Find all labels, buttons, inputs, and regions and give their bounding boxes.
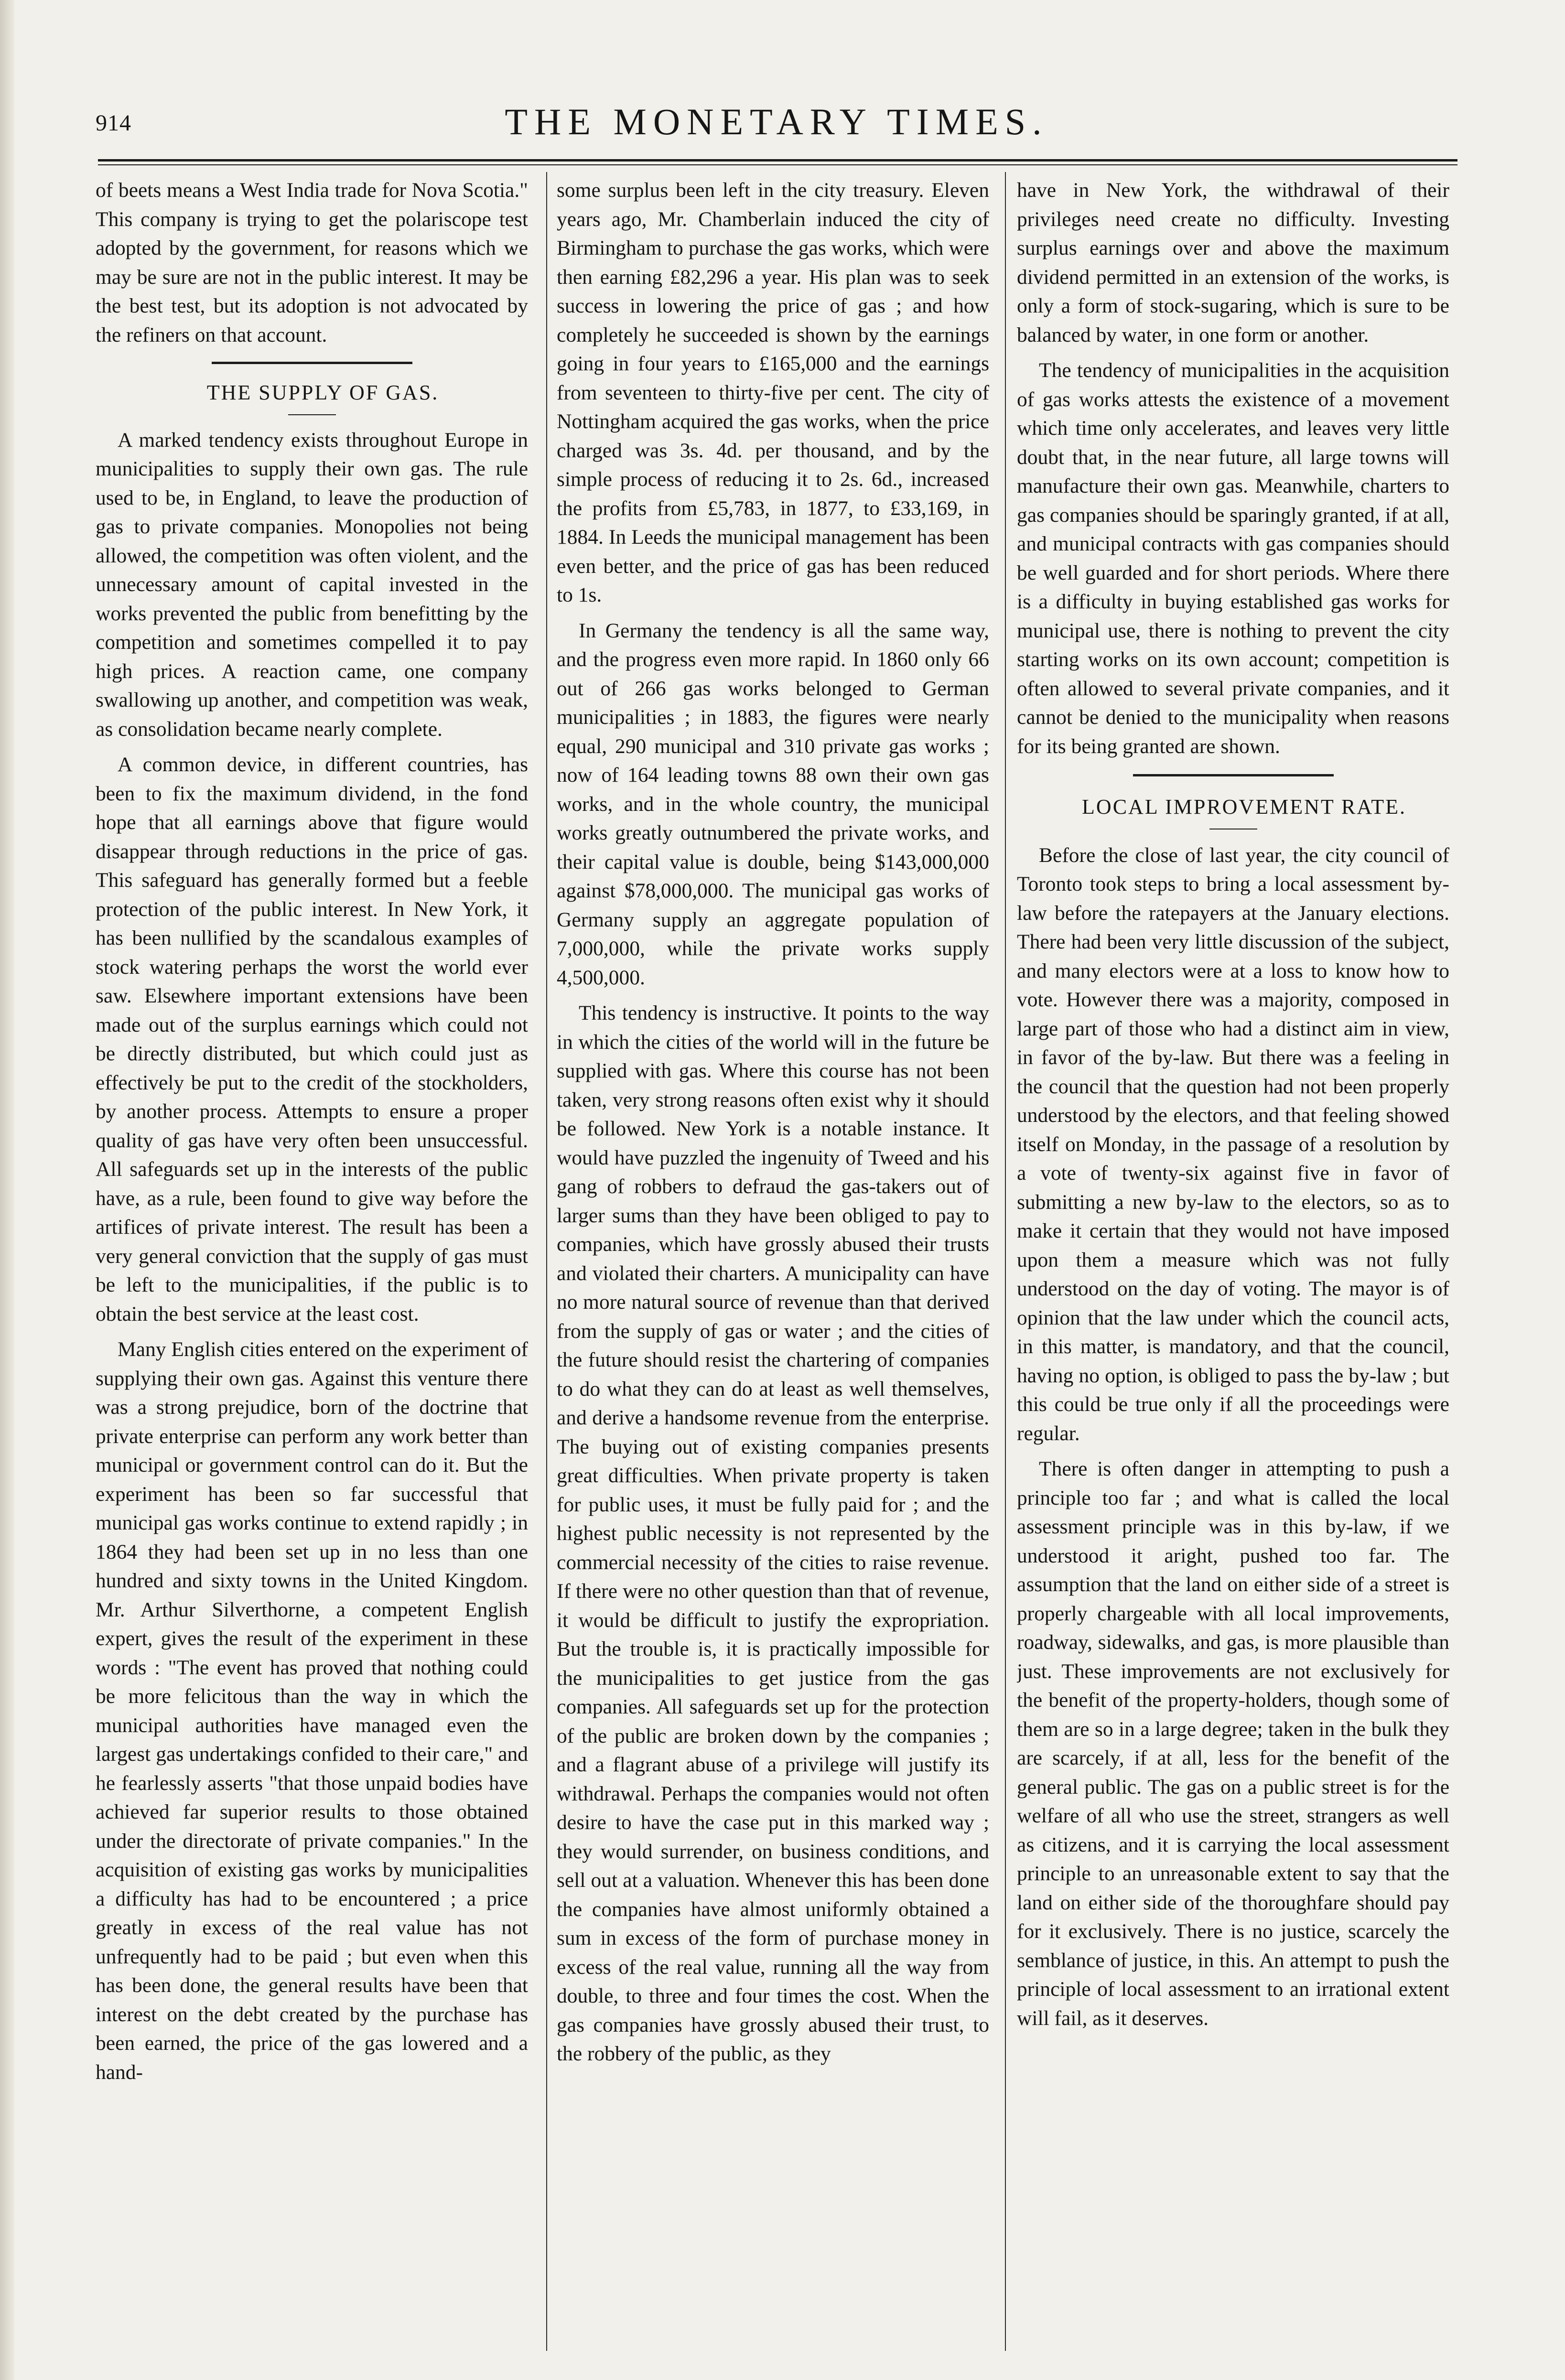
header-rule-thick [98, 159, 1457, 162]
paragraph: A marked tendency exists throughout Europe in municipalities to supply their own gas. The rule used to be, in England, to leave the production of gas to private companies. Monopolies not being allowed, the competition was often violent, and the unnecessary amount of capital invested in the works prevented the public from benefitting by the competition and sometimes compelled it to pay high prices. A reaction came, one company swallowing up another, and competition was weak, as consolidation became nearly complete. [96, 428, 528, 741]
page-number: 914 [96, 110, 131, 136]
heading-underline [288, 414, 336, 415]
section-divider [212, 362, 412, 364]
paragraph-continued: have in New York, the withdrawal of their privileges need create no difficulty. Investing surplus earnings over and above the maximum dividend permitted in an extension of the works, is only a form of stock-sugaring, which is sure to be balanced by water, in one form or another. [1017, 179, 1449, 346]
header-rule-thin [98, 164, 1457, 165]
paragraph: There is often danger in attempting to push a principle too far ; and what is called the local assessment principle was in this by-law, if we understood it aright, pushed too far. The assumption that the land on either side of a street is properly chargeable with all local improvements, roadway, sidewalks, and gas, is more plausible than just. These improvements are not exclusively for the benefit of the property-holders, though some of them are so in a large degree; taken in the bulk they are scarcely, if at all, less for the benefit of the general public. The gas on a public street is for the welfare of all who use the street, strangers as well as citizens, and it is carrying the local assessment principle to an unreasonable extent to say that the land on either side of the thoroughfare should pay for it exclusively. There is no justice, scarcely the semblance of justice, in this. An attempt to push the principle of local assessment to an irrational extent will fail, as it deserves. [1017, 1457, 1449, 2030]
column-divider-2 [1005, 172, 1006, 2351]
page-header [96, 100, 1457, 153]
paragraph: Before the close of last year, the city council of Toronto took steps to bring a local assessment by-law before the ratepayers at the January elections. There had been very little discussion of the subject, and many electors were at a loss to know how to vote. However there was a majority, composed in large part of those who had a distinct aim in view, in favor of the by-law. But there was a feeling in the council that the question had not been properly understood by the electors, and that feeling showed itself on Monday, in the passage of a resolution by a vote of twenty-six against five in favor of submitting a new by-law to the electors, so as to make it certain that they would not have imposed upon them a measure which was not fully understood on the day of voting. The mayor is of opinion that the law under which the council acts, in this matter, is mandatory, and that the council, having no option, is obliged to pass the by-law ; but this could be true only if all the proceedings were regular. [1017, 843, 1449, 1445]
paragraph: A common device, in different countries, has been to fix the maximum dividend, in the fond hope that all earnings above that figure would disappear through reductions in the price of gas. This safeguard has generally formed but a feeble protection of the public interest. In New York, it has been nullified by the scandalous examples of stock watering perhaps the worst the world ever saw. Elsewhere important extensions have been made out of the surplus earnings which could not be directly distributed, but which could just as effectively be put to the credit of the stockholders, by another process. Attempts to ensure a proper quality of gas have very often been unsuccessful. All safeguards set up in the interests of the public have, as a rule, been found to give way before the artifices of private interest. The result has been a very general conviction that the supply of gas must be left to the municipalities, if the public is to obtain the best service at the least cost. [96, 753, 528, 1325]
masthead-title: THE MONETARY TIMES. [505, 101, 1048, 142]
column-2 [557, 176, 989, 2355]
binding-edge [0, 0, 14, 2380]
paragraph: Many English cities entered on the experiment of supplying their own gas. Against this venture there was a strong prejudice, born of the doctrine that private enterprise can perform any work better than municipal or government control can do it. But the experiment has been so far successful that municipal gas works continue to extend rapidly ; in 1864 they had been set up in no less than one hundred and sixty towns in the United Kingdom. Mr. Arthur Silverthorne, a competent English expert, gives the result of the experiment in these words : "The event has proved that nothing could be more felicitous than the way in which the municipal authorities have managed even the largest gas undertakings confided to their care," and he fearlessly asserts "that those unpaid bodies have achieved far superior results to those obtained under the directorate of private companies." In the acquisition of existing gas works by municipalities a difficulty has had to be encountered ; a price greatly in excess of the real value has not unfrequently had to be paid ; but even when this has been done, the general results have been that interest on the debt created by the purchase has been earned, the price of the gas lowered and a hand- [96, 1338, 528, 2084]
paragraph: The tendency of municipalities in the acquisition of gas works attests the existence of a movement which time only accelerates, and leaves very little doubt that, in the near future, all large towns will manufacture their own gas. Meanwhile, charters to gas companies should be sparingly granted, if at all, and municipal contracts with gas companies should be well guarded and for short periods. Where there is a difficulty in buying established gas works for municipal use, there is nothing to prevent the city starting works on its own account; competition is often allowed to several private companies, and it cannot be denied to the municipality when reasons for its being granted are shown. [1017, 359, 1449, 758]
article-heading-supply-of-gas: THE SUPPLY OF GAS. [206, 381, 439, 404]
article-heading-local-improvement-rate: LOCAL IMPROVEMENT RATE. [1082, 795, 1406, 818]
section-divider [1133, 774, 1334, 776]
column-divider-1 [546, 172, 547, 2351]
paragraph-continued: of beets means a West India trade for Nova Scotia." This company is trying to get the polariscope test adopted by the government, for reasons which we may be sure are not in the public interest. It may be the best test, but its adoption is not advocated by the refiners on that account. [96, 179, 528, 346]
column-1 [96, 176, 528, 2355]
paragraph-continued: some surplus been left in the city treasury. Eleven years ago, Mr. Chamberlain induced the city of Birmingham to purchase the gas works, which were then earning £82,296 a year. His plan was to seek success in lowering the price of gas ; and how completely he succeeded is shown by the earnings going in four years to £165,000 and the earnings from seventeen to thirty-five per cent. The city of Nottingham acquired the gas works, when the price charged was 3s. 4d. per thousand, and by the simple process of reducing it to 2s. 6d., increased the profits from £5,783, in 1877, to £33,169, in 1884. In Leeds the municipal management has been even better, and the price of gas has been reduced to 1s. [557, 179, 989, 606]
column-3 [1017, 176, 1449, 2355]
paragraph: This tendency is instructive. It points to the way in which the cities of the world will in the future be supplied with gas. Where this course has not been taken, very strong reasons often exist why it should be followed. New York is a notable instance. It would have puzzled the ingenuity of Tweed and his gang of robbers to defraud the gas-takers out of larger sums than they have been obliged to pay to companies, which have grossly abused their trusts and violated their charters. A municipality can have no more natural source of revenue than that derived from the supply of gas or water ; and the cities of the future should resist the chartering of companies to do what they can do at least as well themselves, and derive a handsome revenue from the enterprise. The buying out of existing companies presents great difficulties. When private property is taken for public uses, it must be fully paid for ; and the highest public necessity is not represented by the commercial necessity of the cities to raise revenue. If there were no other question than that of revenue, it would be difficult to justify the expropriation. But the trouble is, it is practically impossible for the municipalities to get justice from the gas companies. All safeguards set up for the protection of the public are broken down by the companies ; and a flagrant abuse of a privilege will justify its withdrawal. Perhaps the companies would not often desire to have the case put in this marked way ; they would surrender, on business conditions, and sell out at a valuation. Whenever this has been done the companies have almost uniformly obtained a sum in excess of the form of purchase money in excess of the real value, running all the way from double, to three and four times the cost. When the gas companies have grossly abused their trust, to the robbery of the public, as they [557, 1002, 989, 2065]
paragraph: In Germany the tendency is all the same way, and the progress even more rapid. In 1860 only 66 out of 266 gas works belonged to German municipalities ; in 1883, the figures were nearly equal, 290 municipal and 310 private gas works ; now of 164 leading towns 88 own their own gas works, and in the whole country, the municipal works greatly outnumbered the private works, and their capital value is double, being $143,000,000 against $78,000,000. The municipal gas works of Germany supply an aggregate population of 7,000,000, while the private works supply 4,500,000. [557, 619, 989, 989]
